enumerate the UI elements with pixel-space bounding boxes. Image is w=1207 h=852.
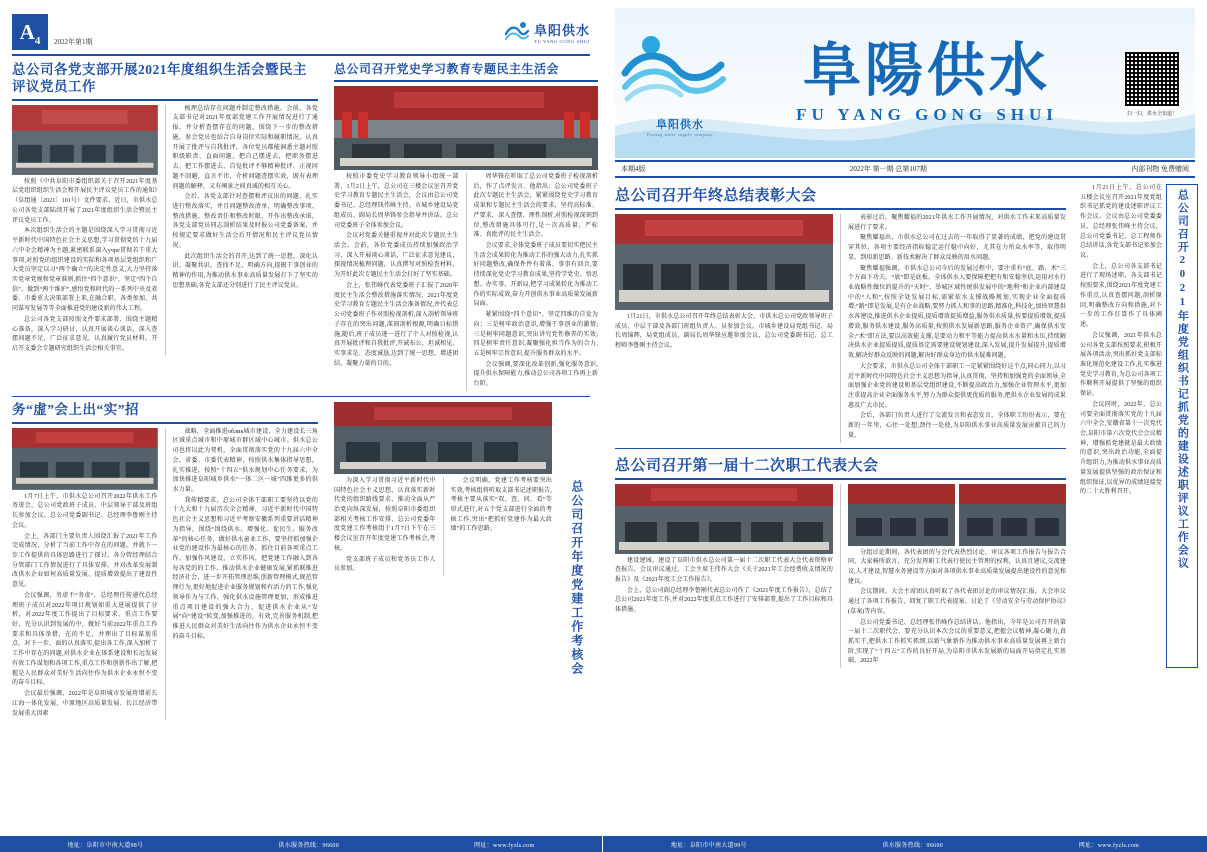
brand-cn: 阜阳供水	[533, 23, 590, 38]
title-rule	[334, 80, 598, 82]
paragraph: 聚焦耀福出，市供水总公司在过去的一年取得了显著的成绩，把党的建设贯穿其位，各项主要经济指标稳定运行稳中向好，尤其在力所众水率等，取得明显，到用新思路、新技术解决了群众反映的用水问题。	[848, 235, 1066, 261]
logo-sub-en: Fuyang water supply company	[646, 132, 714, 137]
paragraph: 会议对党委关健重视并对此次专题民主生活会。会前，各位党委成员持续加强政治学习，深入开展谈心谈话，广泛征求意见建议，探视情况梳理问题，认真撰写对照检查材料，为开好此次专题民主生活会打好了坚实基础。	[334, 233, 459, 279]
article-title: 总公司各党支部开展2021年度组织生活会暨民主评议党员工作	[12, 62, 307, 94]
article-title-vertical: 总公司召开2021年度党组织书记抓党的建设述职评议工作会议	[1176, 189, 1189, 570]
left-top-section	[12, 62, 598, 391]
issue-note: 内部刊物 免费赠阅	[1131, 165, 1189, 173]
folio-box	[12, 14, 48, 50]
brand-en: FU YANG GONG SHUI	[534, 39, 590, 44]
paragraph: 大会要求，市供水总公司全体干部职工一定紧紧围绕好这个点,同心同力,以习近平新时代中国特色社会主义思想为指导,认真贯彻，坚持和加强党的全面领导,全面加强企业党的建设和基层党组织建设,不断提高政治力,加强企业管理水平,更加注重提高企业全面服务水平,努力为群众提供更优质的服务,把供水企业发展的成果惠及广大市民。	[848, 363, 1066, 409]
left-footer	[0, 836, 602, 852]
paragraph: 周华锋在听取了总公司党委班子检视剖析后，作了点评发言。他指出：总公司党委班子此次专题民主生活会，紧紧围绕党史学习教育成果和专题民主生活会的要求，坚持高标准、严要求，深入查摆、理性剖析,对照检视深刻到位,整改措施具体可行,是一次高质量、严标准、真批评的民主生活会。	[473, 174, 598, 239]
folio	[12, 14, 93, 50]
title-rule	[615, 478, 1066, 480]
masthead-logo	[621, 29, 739, 137]
right-content	[615, 184, 1195, 668]
page-left	[0, 0, 603, 852]
folio-letter: A	[19, 19, 35, 44]
right-footer	[603, 836, 1207, 852]
paragraph: 本次组织生活会的主题是围绕深入学习贯彻习近平新时代中国特色社会主义思想,学习贯彻党的十九届六中全会精神为主题,紧密联系深入учре贯彻若干重大事项,对照党的组织建设的实际和各项基层党组织和广大党员坚定以习“两个确立”的决定性意义,大力坚持落实党章党规和党章准则,抓住“四个意识”、坚定“四个自信”、做到“两个维护”,感悟党和时代的一系列中央及省委、市委重大决策部署上来,在融合职、各类参加、共同谋写发展等等全面推进党的建设新的伟大工程。	[12, 228, 158, 313]
footer-address: 地址：阜阳市中南大道98号	[67, 842, 144, 849]
masthead-rule	[12, 54, 590, 56]
paragraph: 梳理总结存在问题并制定整改措施。会前，各党支部书记对2021年度部党建工作开展情况进行了通报，并分析查摆存在的问题，围绕下一步的整改措施，参会党员也结合自身岗位实际和履职情况，认真开展了批评与自我批评，各位党员都能洞悉主题对照职级职责、直面问题，把自己摆进去，把职务摆进去、把工作摆进去、自觉批评不够精神批评，正视问题不回避，直言不讳，介析问题查摆实效，既有表理问题的解释，又有阐景之间真诚的相互关心。	[172, 105, 318, 190]
left-masthead	[12, 10, 590, 54]
paragraph: 会上，总公司各支部书记进行了现场述职，各支部书记按照要求,围绕2021年度党建工作重点,认真查摆问题,剖析原因,明确整改方向和措施,对下一步的工作打算作了具体阐述。	[1080, 263, 1162, 329]
issue-pages: 本期4版	[621, 165, 646, 173]
section-divider	[12, 396, 590, 397]
article-organizational-life	[12, 62, 318, 391]
left-brand-logo	[504, 20, 590, 44]
issue-date: 2022年 第一期 总第107期	[849, 165, 927, 173]
wave-icon	[504, 20, 530, 44]
right-main-column	[615, 184, 1066, 668]
article-party-secretary-review	[1080, 184, 1198, 668]
article-title-vertical: 总公司召开年度党建工作考核会	[569, 479, 584, 676]
qr-block[interactable]	[1115, 50, 1189, 117]
paragraph: 建设建园，建设了阜阳市供水总公司第一届十二次职工代表大会代表资格审查报告，会议审议通过。工会主席王伟作大会《关于2021年工会经费收支情况的报告》及《2021年度工会工作报告》。	[615, 557, 833, 583]
section-divider	[615, 448, 1066, 449]
article-photo	[12, 105, 158, 175]
nameplate	[615, 8, 1195, 158]
paragraph: 分组讨论期间，各代表团的与会代表热烈讨论，审议各项工作报告与报告合同，大家畅所欲言，充分发挥职工代表行使民主管理的权利，认真且建议,交流建议,人才建设,智慧水务建设等方面对各项供水事业高质量发展提出建设性的意见和建议。	[848, 549, 1066, 585]
paper-title-en: FU YANG GONG SHUI	[796, 104, 1058, 124]
title-rule	[615, 208, 1066, 210]
paragraph: 此次组织生活会的召开,达到了统一思想、深化认识、凝聚共识、查找不足、明确方向,提振干事创业的精神的作用,为推动供水事业高质量发展打下了坚实的思想基础,各党支部还分别进行了民主评议党员。	[172, 253, 318, 289]
footer-website: 网址：www.fyzls.com	[1078, 842, 1140, 849]
article-title: 总公司召开党史学习教育专题民主生活会	[334, 62, 560, 76]
paragraph: 会后，各党支部针对查摆和评议出的问题，扎实进行整改落实，并且问题整改清单，明确整改事项、整改措施、整改责任和整改时限，开作出整改承诺，各党支部党员同志剖析结果及时报公司党委备案，并按规定要求做好生活会后开情况和民主评议党员情况。	[172, 194, 318, 249]
article-photo	[334, 402, 552, 474]
paragraph: 会上，各部门主要负责人围绕汇报了2021年工作完成情况，分析了当前工作中存在的问题，并就下一步工作提供的具体思路进行了探讨。各分管经理结合分管部门工作情况进行了具体安排，并对改革发展制改供水企业如何高质量发展、提质增效提出了建设性意见。	[12, 533, 158, 589]
article-photo	[959, 484, 1066, 546]
paragraph: 总公司党委书记、总经理张伟峰作总结讲话。他指出，今年是公司召开的第一届十二次职代会，要充分认识本次会议的重要意义,把握会议精神,凝心聚力,真抓实干,把供水工作抓实抓细,以新气象新作为推动供水事业高质量发展再上新台阶,实现了“十四五”工作的良好开局,为阜阳市供水发展新的局面开局奠定扎实基础。2022年	[848, 619, 1066, 665]
article-title: 务“虚”会上出“实”招	[12, 401, 139, 417]
paragraph: 1月7日上午，市供水总公司召开2022年供水工作务虚会，总公司党政班子成员、中层领导干部及班组长参加会议。总公司党委副书记、总经理李鲁刚主持会议。	[12, 493, 158, 529]
footer-website: 网址：www.fyzls.com	[474, 842, 535, 849]
article-party-history-meeting	[334, 62, 598, 391]
paragraph: 会议强调，务虚不“务虚”，总经理任传递代总经理班子成员对2022年项目规划如重大进展提供了分析，对2022年度工作提出了目标要求、重点工作要好、充分认识到发展的中，做好当前2022年重点工作要求和具体举措，在的不足，并理出了目标谋划重点，对下一步，面的认真落实,提出各工作,深入加析了工作中存在的问题,对供水企业在体系建设和长远发展有效工作谋划和各项工作,重点工作和创新作出了解,把握是人民群众对美好生活向往作为供水企业永恒不变的奋斗目标。	[12, 592, 158, 687]
logo-sub-cn: 阜阳供水	[656, 119, 704, 131]
paragraph: 总公司各党支部按照文件要求部署、围绕主题精心准备，深入学习研讨，认真开展谈心谈话，深入查摆问题不足，广泛征求意见，认真履行党员材料，开启开支委会专题研究组织生活会相关事宜。	[12, 316, 158, 352]
paragraph: 为深入学习贯彻习近平新时代中国特色社会主义思想，认真落实新时代党的组织路线要求，推动全面从严治党向纵深发展，按照阜阳市委组织部相关考核工作安排，总公司党委年度党建工作考核组于1月7日下午在三楼会议室召开年度党建工作考核会,考核。	[334, 477, 436, 552]
paper-title-cn: 阜陽供水	[802, 37, 1051, 103]
article-party-building-review	[334, 402, 594, 720]
paragraph: 会后，各部门负责人进行了交流发言和表态发言，全体职工纷纷表示，要在新的一年里，心往一处想,劲往一处使,为阜阳供水事业高质量发展贡献自己的力量。	[848, 413, 1066, 439]
paragraph: 战略，全面推进облик城市建设，全力建设长三角区域重点城市和中原城市群区域中心城市。供水总公司也将以此为契机，全面贯彻落实党的十九届六中全会、省委、市委代表精神，按照供水集体指导思想，扎实推进，按照“十四五”供水规划中心任务要求，为加快推进阜阳城乡供水“一体二区一城”四维更多的供水力量。	[172, 428, 318, 493]
paragraph: 会上，张伟峰代表党委班子汇报了2020年度民主生活会整改措施落实情况、2021年度党史学习教育专题民主生活会准备情况,并代表总公司党委班子作对照检视剖析,深入剖析领导班子存在的突出问题,深刻剖析根源,明确目标措施,随后,班子成员逐一进行了个人对照检视,认真开展批评和自我批评,开诚布公、坦诚相见、实事求是、态度诚恳,达到了统一思想、增进团结、凝聚力量的目的。	[334, 282, 459, 367]
left-bottom-section	[12, 402, 590, 720]
article-photo	[848, 484, 955, 546]
article-wu-xu-hui	[12, 402, 318, 720]
title-rule	[12, 99, 318, 101]
paragraph: 会议要求,全体党委班子成员要切实把民主生活会成果转化为推动工作的强大动力,扎实抓好问题整改,确保件件有着落、事事有回音,要持续深化党史学习教育成果,坚持学党史、悟思想、办实事、开新局,把学习成果转化为推动工作的实际成效,奋力开创供水事业高质量发展新局面。	[473, 243, 598, 308]
article-photo	[615, 214, 833, 310]
article-title: 总公司召开第一届十二次职工代表大会	[615, 457, 879, 474]
article-photo	[12, 428, 158, 490]
article-title: 总公司召开年终总结表彰大会	[615, 188, 817, 204]
title-rule	[12, 422, 318, 424]
article-workers-congress	[615, 454, 1066, 669]
qr-code-icon[interactable]	[1123, 50, 1181, 108]
article-photo	[334, 86, 598, 170]
article-annual-summary	[615, 184, 1066, 443]
folio-issue: 2022年第1期	[54, 38, 93, 46]
paragraph: 我传精要求，总公司全体干部职工要坚持以党的十九大和十九届历次全会精神，习近平新时代中国特色社会主义思想和习近平考察安徽系列重要讲话精神为指导，围绕“围绕供水、增强化、促民生、服务改革”的核心任务，做好供水童业工作，要坚持抓加强企业党的建设作为最核心的任务，抓住目前各项重点工作，加强作风建设，立实作风，把党建工作融入到各每各党的的工作，推动供水企业健康发展,紧抓联推进经济社会，进一步开拓管理思维,创新管理模式,规范管理行为,更好地促进企业服务规划和有活力的工作,强化领导作为与工作，强化供水设施管理更加，形成推进重点项目建设的强大合力，促进供水企业从“发展”向“建设”转变,加强推进的，有效,完善服务机制,把推进人民群众对美好生活向往作为供水企业永恒不变的奋斗目标。	[172, 497, 318, 640]
issue-bar	[615, 160, 1195, 178]
paragraph: 党支部班子成员和党务员工作人员参加。	[334, 556, 436, 573]
qr-caption: 扫一扫，供水全知道！	[1126, 111, 1177, 117]
paragraph: 按照《中共阜阳市委组织部关于召开2021年度基层党组织组织生活会和开展民主评议党员工作的通知》（阜组通〔2021〕101号）文件要求，近日，市供水总公司各党支部陆续开展了2021年度组织生活会暨民主评议党员工作。	[12, 178, 158, 224]
paragraph: 表彰过后，聚焦耀福的2021年供水工作开展情况，对供水工作未来高质量发展进行了要求。	[848, 215, 1066, 231]
paragraph: 会议期间，大会主席团认真听取了各代表团讨论的审议情况汇报，大会审议通过了各项工作报告，回复了职工代表提案。讨论了《劳动安全与劳动保护协议》(草案)等内容。	[848, 589, 1066, 615]
footer-service-phone: 供水服务热线：96600	[278, 842, 340, 849]
paragraph: 会议同时，2022年，总公司要全面贯彻落实党的十九届六中全会,安徽省第十一次党代会,阜阳市第六次党代会会议精神，增强抓党建就是最大政绩的意识,突出政治功能,全面提升组织力,为推动供水事业高质量发展提供坚强的政治保证和组织保证,以优异的成绩迎接党的二十大胜利召开。	[1080, 401, 1162, 496]
paragraph: 会议明确，党建工作考核要突出实效,考核组将听取支部书记述职报告,考核主要从落实“双、查、问、看”等形式进行,对五个党支部进行全面的考核工作,突出“把抓好党建作为最大政绩”的工作思路。	[450, 477, 552, 533]
article-photo	[615, 484, 833, 554]
paragraph: 会议强调，2021年供水总公司各党支部按照要求,积极开展各项活动,突出抓好党支部标准化规范化建设工作,扎实推进党史学习教育,为总公司各项工作顺利开展提供了坚强的组织保证。	[1080, 332, 1162, 398]
paragraph: 会上，总公司副总经理李鲁刚代表总公司作了《2021年度工作报告》，总结了总公司2021年度工作,并对2022年度重点工作进行了安排部署,提出了工作目标和具体措施。	[615, 587, 833, 614]
page-right	[603, 0, 1207, 852]
paragraph: 会议强调,要深化改革创新,强化服务意识,提升供水保障能力,推动总公司各项工作再上新台阶。	[473, 361, 598, 388]
paragraph: 1月21日上午，总公司在五楼会议室召开2021年度党组织书记抓党的建设述职评议工作会议。会议由总公司党委委员、总经理张伟峰主持会议，总公司党委书记、总工程师作总结讲话,各党支部书记参加会议。	[1080, 185, 1162, 260]
paragraph: 会议最后强调，2022年是阜阳城市发展将增前长江海一体化发展、中原地区高质量发展、长江经济带发展重大因素	[12, 691, 158, 717]
paragraph: 聚焦耀福强调，市供水总公司今后的发展过程中，要注重有“底、路、术”三个方面下功夫。“底”即是底板，全体供水人要保障把把有和安稳坚信,运用对水行业战略性做位的提升的“天时”、举城区域性统供发展中的“地利”和企业内部建设中的“人和”,按照全处发展目标,需紧依水支撑战略规划,实现企业全面提质增;“路”即是发展,是有企业战略,要努力抓人和事的思路,精准化,科技化,加快智慧供水各建设,推进供水企业提质,提质增效提质增益,服务供水质量,按要提质增效,提质增效,服务供水建设,服务高质量,按照供水发展新思路,服务企业资产,确保供水安全;“术”即方法,要以高效能支撑,是要动力和平等能力提高供水水量和水压,持续解决供水企业提质提质,提质基定需要建设规划建设,深入发展,提升发展提升,提质增效,解决好群众反映的问题,解决好群众身边的供水疑难问题。	[848, 265, 1066, 360]
folio-number: 4	[34, 35, 41, 47]
paragraph: 1月21日，市供水总公司召开年终总结表彰大会，市供水总公司党政领导班子成员、中层干部及各部门班组负责人、员参加会议。市城乡建设局党组书记、局长周锦辉，局党组成员、副局长周华锋应邀参加会议，总公司党委副书记、总工程师李鲁刚主持会议。	[615, 314, 833, 350]
paragraph: 紧紧围绕“四个意识”、坚定四维的自觉为向；三是树牢政治意识,增强干事创业的激情;三是树牢问题意识,突出讲究党性修养的实效;四是树牢责任意识,凝聚强化担当作为的合力,五是树牢宗旨意识,提升服务群众的水平。	[473, 312, 598, 357]
nameplate-title	[739, 37, 1115, 125]
paragraph: 按照市委党史学习教育领导小组统一部署，1月2日上午，总公司在三楼会议室召开党史学习教育专题民主生活会，会议由总公司党委书记、总经理钱伟峰主持。市城乡建设局党组成员、副局长周华锋参会指导并讲话。总公司党委班子全体参加会议。	[334, 174, 459, 229]
footer-address: 地址：阜阳市中南大道99号	[670, 842, 747, 849]
sidebar-title-box	[1166, 184, 1198, 668]
footer-service-phone: 供水服务热线：96600	[882, 842, 944, 849]
